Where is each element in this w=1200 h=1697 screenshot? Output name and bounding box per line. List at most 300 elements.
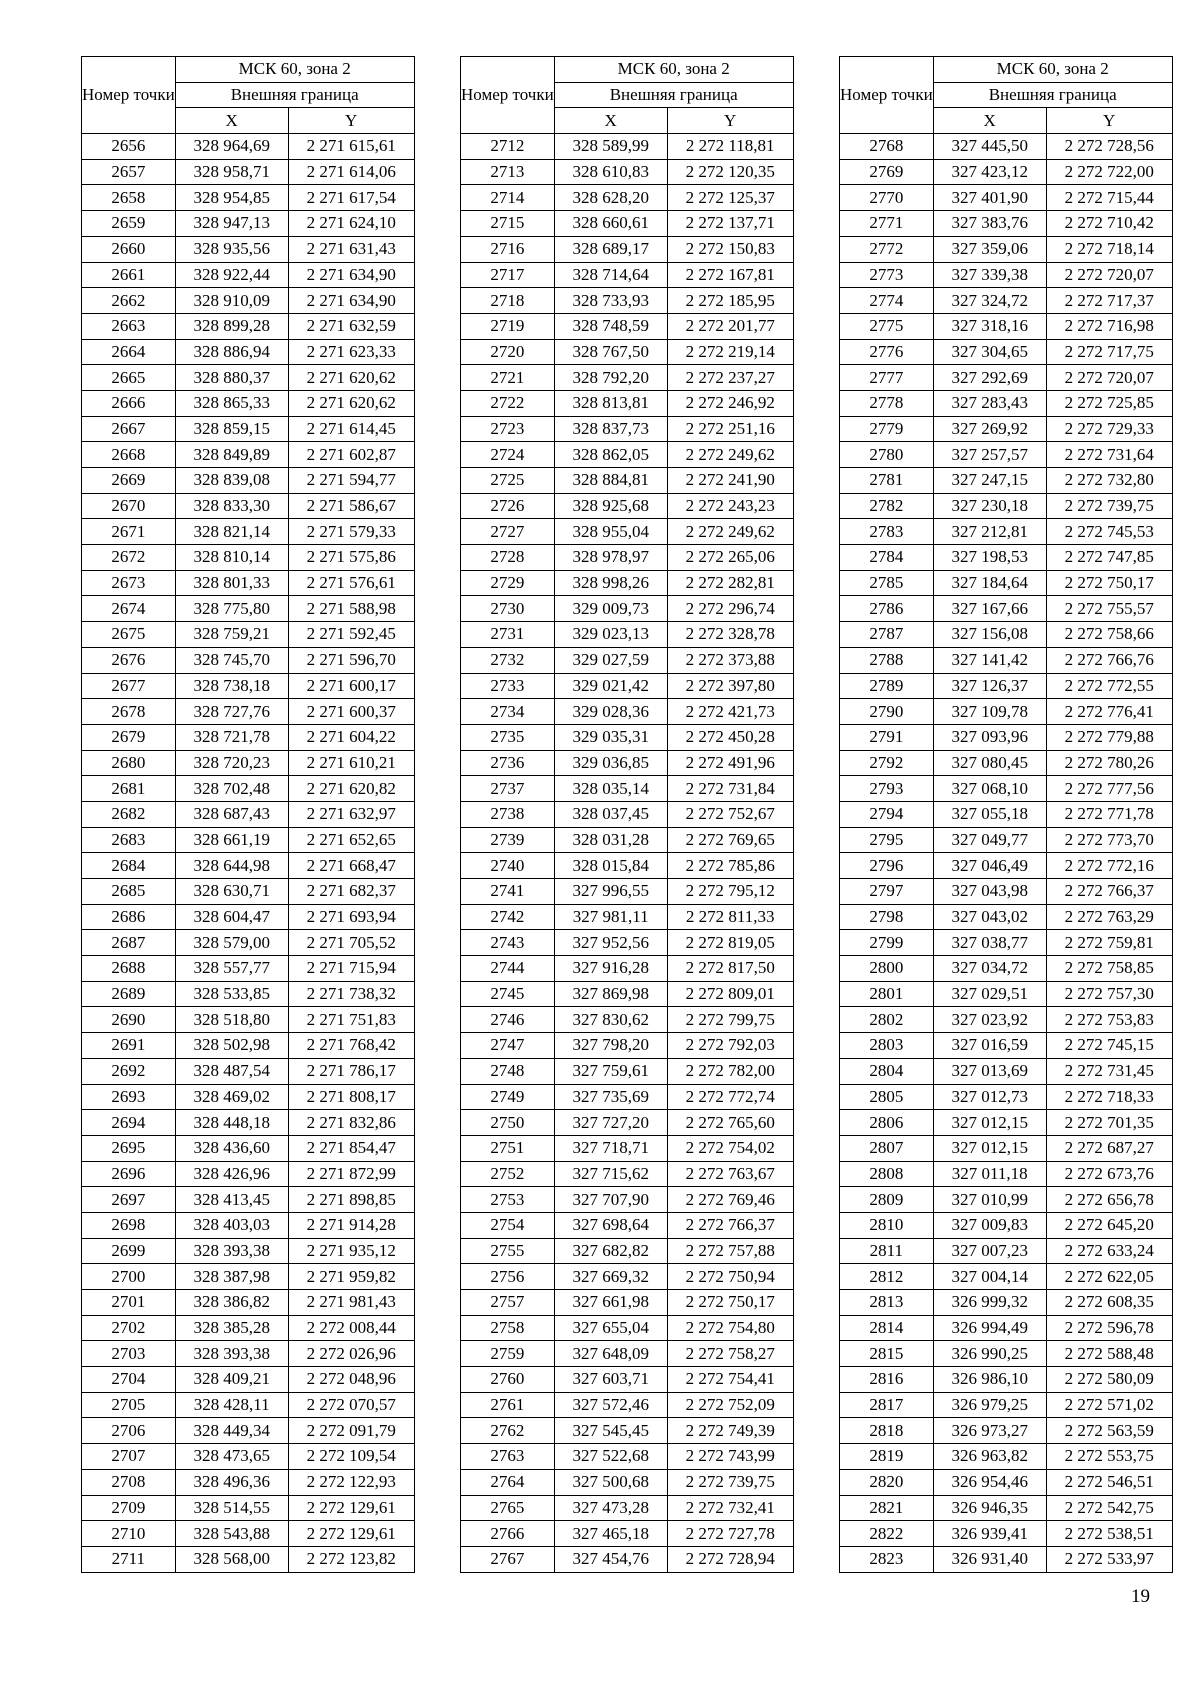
y-coordinate: 2 272 732,41 [667,1495,793,1521]
y-coordinate: 2 272 125,37 [667,185,793,211]
y-coordinate: 2 272 725,85 [1046,390,1172,416]
y-coordinate: 2 272 137,71 [667,211,793,237]
point-number: 2708 [82,1469,176,1495]
x-coordinate: 327 012,73 [933,1084,1046,1110]
point-number: 2798 [840,904,934,930]
table-row [840,904,1173,930]
table-row [82,1469,415,1495]
table-row [840,442,1173,468]
y-coordinate: 2 272 580,09 [1046,1367,1172,1393]
x-coordinate: 328 813,81 [554,390,667,416]
table-row [82,699,415,725]
y-coordinate: 2 272 769,46 [667,1187,793,1213]
y-coordinate: 2 272 596,78 [1046,1315,1172,1341]
point-number: 2805 [840,1084,934,1110]
point-number: 2799 [840,930,934,956]
y-coordinate: 2 271 614,06 [288,159,414,185]
y-coordinate: 2 272 491,96 [667,750,793,776]
x-coordinate: 328 837,73 [554,416,667,442]
y-coordinate: 2 272 766,37 [667,1212,793,1238]
x-coordinate: 329 021,42 [554,673,667,699]
point-number: 2816 [840,1367,934,1393]
point-number: 2795 [840,827,934,853]
table-row [82,134,415,160]
y-coordinate: 2 272 622,05 [1046,1264,1172,1290]
x-coordinate: 327 698,64 [554,1212,667,1238]
point-number: 2675 [82,622,176,648]
x-coordinate: 328 557,77 [175,956,288,982]
table-row [840,1469,1173,1495]
table-row [82,1110,415,1136]
x-coordinate: 328 473,65 [175,1444,288,1470]
y-coordinate: 2 271 596,70 [288,647,414,673]
table-row [461,339,794,365]
point-number: 2804 [840,1058,934,1084]
point-number: 2784 [840,545,934,571]
table-row [840,1084,1173,1110]
y-coordinate: 2 272 795,12 [667,879,793,905]
point-number: 2676 [82,647,176,673]
point-number: 2671 [82,519,176,545]
point-number: 2742 [461,904,555,930]
table-row [840,853,1173,879]
y-coordinate: 2 272 397,80 [667,673,793,699]
y-coordinate: 2 271 768,42 [288,1033,414,1059]
table-row [461,1546,794,1572]
table-row [82,801,415,827]
y-coordinate: 2 272 070,57 [288,1392,414,1418]
y-coordinate: 2 272 249,62 [667,442,793,468]
x-coordinate: 327 046,49 [933,853,1046,879]
y-coordinate: 2 271 617,54 [288,185,414,211]
table-row [461,134,794,160]
x-coordinate: 328 496,36 [175,1469,288,1495]
x-coordinate: 328 660,61 [554,211,667,237]
x-coordinate: 329 036,85 [554,750,667,776]
x-coordinate: 327 473,28 [554,1495,667,1521]
point-number: 2715 [461,211,555,237]
x-coordinate: 328 862,05 [554,442,667,468]
x-coordinate: 327 445,50 [933,134,1046,160]
y-coordinate: 2 272 129,61 [288,1521,414,1547]
x-coordinate: 329 009,73 [554,596,667,622]
x-coordinate: 329 023,13 [554,622,667,648]
table-row [840,724,1173,750]
table-row [82,1212,415,1238]
table-row [461,673,794,699]
x-coordinate: 327 043,02 [933,904,1046,930]
y-coordinate: 2 272 720,07 [1046,365,1172,391]
table-row [461,519,794,545]
point-number: 2722 [461,390,555,416]
point-number: 2780 [840,442,934,468]
point-number: 2663 [82,313,176,339]
point-number: 2758 [461,1315,555,1341]
point-number: 2729 [461,570,555,596]
x-coordinate: 328 880,37 [175,365,288,391]
point-number: 2692 [82,1058,176,1084]
point-number: 2694 [82,1110,176,1136]
table-row [840,750,1173,776]
table-row [840,365,1173,391]
y-coordinate: 2 271 652,65 [288,827,414,853]
y-coordinate: 2 272 673,76 [1046,1161,1172,1187]
table-row [82,185,415,211]
x-coordinate: 328 436,60 [175,1135,288,1161]
table-row [840,1521,1173,1547]
x-coordinate: 327 049,77 [933,827,1046,853]
x-coordinate: 327 981,11 [554,904,667,930]
point-number: 2783 [840,519,934,545]
point-number: 2720 [461,339,555,365]
point-number: 2734 [461,699,555,725]
table-row [82,673,415,699]
point-number: 2670 [82,493,176,519]
table-row [461,1033,794,1059]
point-number: 2699 [82,1238,176,1264]
y-coordinate: 2 272 763,29 [1046,904,1172,930]
table-row [82,468,415,494]
point-number: 2773 [840,262,934,288]
x-coordinate: 328 759,21 [175,622,288,648]
table-row [82,904,415,930]
x-coordinate: 327 167,66 [933,596,1046,622]
y-coordinate: 2 272 782,00 [667,1058,793,1084]
table-row [461,1161,794,1187]
boundary-header: Внешняя граница [933,82,1172,108]
x-coordinate: 328 886,94 [175,339,288,365]
point-number: 2686 [82,904,176,930]
x-coordinate: 328 998,26 [554,570,667,596]
table-row [461,1264,794,1290]
y-coordinate: 2 271 751,83 [288,1007,414,1033]
y-coordinate: 2 271 615,61 [288,134,414,160]
x-coordinate: 327 707,90 [554,1187,667,1213]
x-coordinate: 328 821,14 [175,519,288,545]
point-number: 2697 [82,1187,176,1213]
y-coordinate: 2 271 600,17 [288,673,414,699]
x-coordinate: 328 589,99 [554,134,667,160]
y-coordinate: 2 272 758,27 [667,1341,793,1367]
x-coordinate: 328 015,84 [554,853,667,879]
y-coordinate: 2 272 758,66 [1046,622,1172,648]
x-coordinate: 327 383,76 [933,211,1046,237]
y-coordinate: 2 272 817,50 [667,956,793,982]
point-number: 2698 [82,1212,176,1238]
table-row [461,442,794,468]
table-row [461,416,794,442]
y-coordinate: 2 272 129,61 [288,1495,414,1521]
table-row [461,879,794,905]
table-row [840,1161,1173,1187]
point-number: 2710 [82,1521,176,1547]
y-coordinate: 2 272 246,92 [667,390,793,416]
table-row [82,1367,415,1393]
y-coordinate: 2 272 753,83 [1046,1007,1172,1033]
y-header: Y [1046,108,1172,134]
x-coordinate: 328 849,89 [175,442,288,468]
table-row [82,956,415,982]
x-coordinate: 328 792,20 [554,365,667,391]
x-coordinate: 327 184,64 [933,570,1046,596]
y-coordinate: 2 272 728,94 [667,1546,793,1572]
y-coordinate: 2 272 765,60 [667,1110,793,1136]
table-row [461,930,794,956]
y-coordinate: 2 272 772,55 [1046,673,1172,699]
point-number: 2724 [461,442,555,468]
table-row [82,236,415,262]
y-coordinate: 2 272 763,67 [667,1161,793,1187]
y-coordinate: 2 271 631,43 [288,236,414,262]
x-coordinate: 328 426,96 [175,1161,288,1187]
x-coordinate: 327 454,76 [554,1546,667,1572]
point-number: 2730 [461,596,555,622]
table-row [82,1418,415,1444]
x-coordinate: 328 630,71 [175,879,288,905]
boundary-header: Внешняя граница [554,82,793,108]
y-coordinate: 2 272 243,23 [667,493,793,519]
point-number: 2751 [461,1135,555,1161]
table-row [82,1084,415,1110]
x-header: X [554,108,667,134]
x-coordinate: 327 269,92 [933,416,1046,442]
y-coordinate: 2 272 717,37 [1046,288,1172,314]
x-coordinate: 326 954,46 [933,1469,1046,1495]
table-row [82,827,415,853]
y-coordinate: 2 272 780,26 [1046,750,1172,776]
x-coordinate: 327 669,32 [554,1264,667,1290]
point-number: 2725 [461,468,555,494]
x-coordinate: 327 324,72 [933,288,1046,314]
point-number: 2797 [840,879,934,905]
point-number: 2790 [840,699,934,725]
point-number: 2803 [840,1033,934,1059]
y-coordinate: 2 272 718,14 [1046,236,1172,262]
table-row [82,1392,415,1418]
x-coordinate: 327 522,68 [554,1444,667,1470]
point-number: 2669 [82,468,176,494]
point-number: 2662 [82,288,176,314]
point-number: 2677 [82,673,176,699]
y-coordinate: 2 272 754,80 [667,1315,793,1341]
y-coordinate: 2 271 898,85 [288,1187,414,1213]
point-number: 2741 [461,879,555,905]
y-coordinate: 2 272 757,88 [667,1238,793,1264]
point-number: 2664 [82,339,176,365]
x-coordinate: 326 979,25 [933,1392,1046,1418]
table-row [82,622,415,648]
table-row [461,853,794,879]
x-coordinate: 327 682,82 [554,1238,667,1264]
x-coordinate: 328 644,98 [175,853,288,879]
table-row [82,1264,415,1290]
x-coordinate: 328 448,18 [175,1110,288,1136]
y-coordinate: 2 272 718,33 [1046,1084,1172,1110]
table-row [461,699,794,725]
y-coordinate: 2 271 594,77 [288,468,414,494]
point-number: 2693 [82,1084,176,1110]
table-row [840,313,1173,339]
x-coordinate: 328 935,56 [175,236,288,262]
point-number: 2732 [461,647,555,673]
table-row [840,1392,1173,1418]
table-row [840,776,1173,802]
x-coordinate: 327 141,42 [933,647,1046,673]
x-coordinate: 328 810,14 [175,545,288,571]
x-header: X [175,108,288,134]
table-row [461,776,794,802]
point-number: 2813 [840,1290,934,1316]
x-coordinate: 328 839,08 [175,468,288,494]
point-number: 2768 [840,134,934,160]
point-number: 2665 [82,365,176,391]
y-coordinate: 2 272 722,00 [1046,159,1172,185]
y-coordinate: 2 272 743,99 [667,1444,793,1470]
y-coordinate: 2 271 693,94 [288,904,414,930]
y-coordinate: 2 272 120,35 [667,159,793,185]
y-coordinate: 2 271 610,21 [288,750,414,776]
table-row [461,390,794,416]
y-coordinate: 2 272 731,45 [1046,1058,1172,1084]
x-coordinate: 326 973,27 [933,1418,1046,1444]
x-coordinate: 327 011,18 [933,1161,1046,1187]
point-number: 2782 [840,493,934,519]
point-number: 2736 [461,750,555,776]
x-coordinate: 327 727,20 [554,1110,667,1136]
y-coordinate: 2 272 237,27 [667,365,793,391]
x-coordinate: 328 954,85 [175,185,288,211]
point-number: 2809 [840,1187,934,1213]
point-number: 2754 [461,1212,555,1238]
point-number: 2690 [82,1007,176,1033]
x-coordinate: 327 093,96 [933,724,1046,750]
table-row [461,1110,794,1136]
x-coordinate: 328 859,15 [175,416,288,442]
point-number: 2666 [82,390,176,416]
table-row [82,1495,415,1521]
table-row [82,545,415,571]
table-row [82,879,415,905]
y-header: Y [667,108,793,134]
x-coordinate: 327 016,59 [933,1033,1046,1059]
point-number: 2685 [82,879,176,905]
table-row [840,1444,1173,1470]
point-number: 2688 [82,956,176,982]
x-coordinate: 327 648,09 [554,1341,667,1367]
x-coordinate: 328 393,38 [175,1341,288,1367]
y-coordinate: 2 272 123,82 [288,1546,414,1572]
table-row [840,647,1173,673]
table-row [82,288,415,314]
y-coordinate: 2 271 981,43 [288,1290,414,1316]
table-row [840,1007,1173,1033]
table-row [82,211,415,237]
x-coordinate: 327 009,83 [933,1212,1046,1238]
y-coordinate: 2 272 150,83 [667,236,793,262]
y-coordinate: 2 272 008,44 [288,1315,414,1341]
y-coordinate: 2 271 715,94 [288,956,414,982]
coordinate-system-header: МСК 60, зона 2 [175,57,414,83]
x-coordinate: 326 990,25 [933,1341,1046,1367]
x-coordinate: 327 010,99 [933,1187,1046,1213]
y-coordinate: 2 272 739,75 [1046,493,1172,519]
x-coordinate: 327 212,81 [933,519,1046,545]
point-number: 2808 [840,1161,934,1187]
y-coordinate: 2 272 799,75 [667,1007,793,1033]
coordinates-table-1 [81,56,415,1573]
y-coordinate: 2 272 772,16 [1046,853,1172,879]
coordinates-table-3 [839,56,1173,1573]
point-number: 2702 [82,1315,176,1341]
point-number: 2700 [82,1264,176,1290]
point-number: 2815 [840,1341,934,1367]
y-coordinate: 2 272 109,54 [288,1444,414,1470]
y-coordinate: 2 272 546,51 [1046,1469,1172,1495]
point-number: 2761 [461,1392,555,1418]
point-number: 2769 [840,159,934,185]
y-coordinate: 2 271 632,97 [288,801,414,827]
point-number: 2712 [461,134,555,160]
point-number: 2753 [461,1187,555,1213]
table-row [82,365,415,391]
table-row [461,468,794,494]
x-coordinate: 326 999,32 [933,1290,1046,1316]
point-number: 2744 [461,956,555,982]
table-row [840,493,1173,519]
point-number: 2678 [82,699,176,725]
y-coordinate: 2 272 819,05 [667,930,793,956]
table-row [82,159,415,185]
x-coordinate: 327 007,23 [933,1238,1046,1264]
point-number: 2691 [82,1033,176,1059]
y-coordinate: 2 272 750,94 [667,1264,793,1290]
y-coordinate: 2 272 766,37 [1046,879,1172,905]
y-coordinate: 2 271 623,33 [288,339,414,365]
table-row [840,673,1173,699]
y-coordinate: 2 272 265,06 [667,545,793,571]
y-coordinate: 2 272 588,48 [1046,1341,1172,1367]
table-row [461,1135,794,1161]
x-coordinate: 327 126,37 [933,673,1046,699]
x-coordinate: 328 720,23 [175,750,288,776]
x-coordinate: 327 043,98 [933,879,1046,905]
point-number: 2743 [461,930,555,956]
x-coordinate: 328 964,69 [175,134,288,160]
x-coordinate: 327 283,43 [933,390,1046,416]
coordinate-system-header: МСК 60, зона 2 [554,57,793,83]
y-coordinate: 2 272 792,03 [667,1033,793,1059]
table-row [82,1315,415,1341]
point-number: 2718 [461,288,555,314]
point-number: 2658 [82,185,176,211]
point-number: 2819 [840,1444,934,1470]
y-coordinate: 2 271 579,33 [288,519,414,545]
x-coordinate: 328 403,03 [175,1212,288,1238]
table-row [840,1187,1173,1213]
point-number: 2705 [82,1392,176,1418]
table-row [82,1238,415,1264]
table-row [840,1264,1173,1290]
table-row [840,185,1173,211]
table-row [461,1341,794,1367]
y-coordinate: 2 272 731,84 [667,776,793,802]
point-number: 2757 [461,1290,555,1316]
point-number: 2778 [840,390,934,416]
y-coordinate: 2 272 571,02 [1046,1392,1172,1418]
x-coordinate: 328 748,59 [554,313,667,339]
y-coordinate: 2 272 757,30 [1046,981,1172,1007]
x-coordinate: 328 385,28 [175,1315,288,1341]
